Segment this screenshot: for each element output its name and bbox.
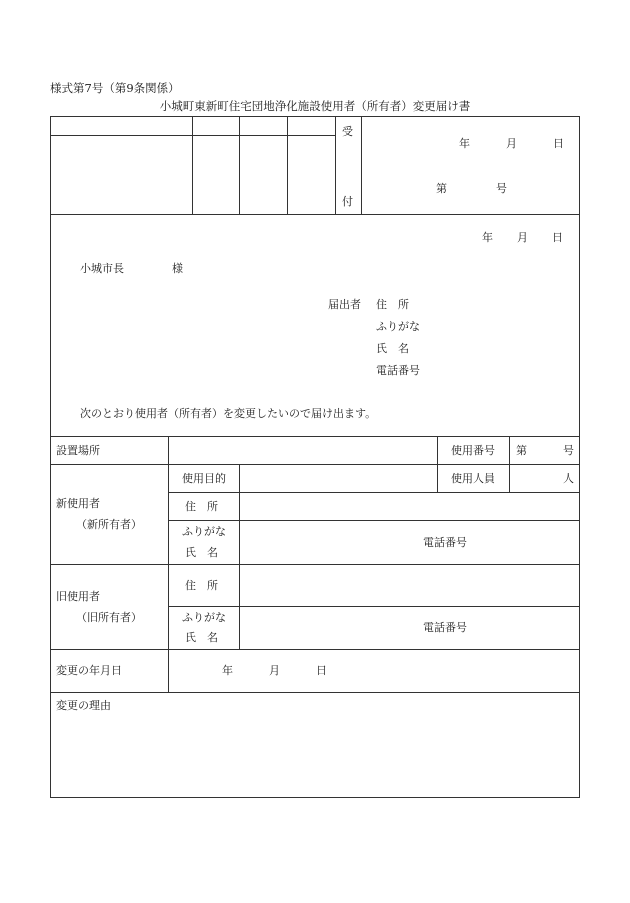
reason-label: 変更の理由 <box>56 699 111 712</box>
reception-uke: 受 <box>342 125 353 138</box>
use-number-label: 使用番号 <box>451 444 495 457</box>
old-phone-label: 電話番号 <box>423 621 467 634</box>
addressee-honorific: 様 <box>172 262 183 275</box>
purpose-field[interactable] <box>240 465 436 492</box>
notifier-address-label: 住 所 <box>376 298 409 311</box>
rule-date-bottom <box>50 692 580 693</box>
change-date-field[interactable] <box>169 650 580 692</box>
new-address-field[interactable] <box>240 493 580 520</box>
change-date-month: 月 <box>269 664 280 677</box>
reception-go: 号 <box>496 182 507 195</box>
notifier-label: 届出者 <box>328 298 361 311</box>
new-name-field[interactable] <box>240 521 580 564</box>
old-name-field[interactable] <box>240 607 580 649</box>
rule-stamp-col-3 <box>287 116 288 214</box>
reception-tsuke: 付 <box>342 195 353 208</box>
old-address-field[interactable] <box>240 565 580 606</box>
reception-dai: 第 <box>436 182 447 195</box>
use-number-dai: 第 <box>516 444 527 457</box>
rule-reception-bottom <box>50 214 580 215</box>
rule-stamp-col-4 <box>335 116 336 214</box>
old-furigana-label: ふりがな <box>182 611 226 624</box>
use-number-go: 号 <box>563 444 574 457</box>
notifier-phone-label: 電話番号 <box>376 364 420 377</box>
new-phone-label: 電話番号 <box>423 536 467 549</box>
new-user-label: 新使用者 <box>56 497 100 510</box>
purpose-label: 使用目的 <box>182 472 226 485</box>
reception-year: 年 <box>459 137 470 150</box>
document-title: 小城町東新町住宅団地浄化施設使用者（所有者）変更届け書 <box>159 99 471 113</box>
rule-usage-label-col <box>437 436 438 492</box>
change-date-label: 変更の年月日 <box>56 664 122 677</box>
form-number: 様式第7号（第9条関係） <box>50 81 180 95</box>
notification-statement: 次のとおり使用者（所有者）を変更したいので届け出ます。 <box>80 407 377 420</box>
reception-month: 月 <box>506 137 517 150</box>
old-user-label: 旧使用者 <box>56 590 100 603</box>
rule-reception-col <box>361 116 362 214</box>
old-name-label: 氏 名 <box>185 631 218 644</box>
letter-month: 月 <box>517 231 528 244</box>
rule-stamp-col-2 <box>239 116 240 214</box>
install-location-field[interactable] <box>169 437 436 464</box>
rule-usage-value-col <box>509 436 510 492</box>
notifier-furigana-label: ふりがな <box>376 320 420 333</box>
install-location-label: 設置場所 <box>56 444 100 457</box>
reason-field[interactable] <box>51 716 579 796</box>
letter-year: 年 <box>482 231 493 244</box>
addressee: 小城市長 <box>80 262 124 275</box>
reception-day: 日 <box>553 137 564 150</box>
old-owner-label: （旧所有者） <box>76 611 142 624</box>
change-date-year: 年 <box>222 664 233 677</box>
old-address-label: 住 所 <box>185 579 218 592</box>
notifier-name-label: 氏 名 <box>376 342 409 355</box>
users-count-unit: 人 <box>563 472 574 485</box>
users-count-label: 使用人員 <box>451 472 495 485</box>
change-date-day: 日 <box>316 664 327 677</box>
rule-stamp-col-1 <box>192 116 193 214</box>
new-furigana-label: ふりがな <box>182 525 226 538</box>
letter-day: 日 <box>552 231 563 244</box>
new-owner-label: （新所有者） <box>76 518 142 531</box>
new-name-label: 氏 名 <box>185 546 218 559</box>
rule-stamp-row <box>50 135 336 136</box>
new-address-label: 住 所 <box>185 500 218 513</box>
